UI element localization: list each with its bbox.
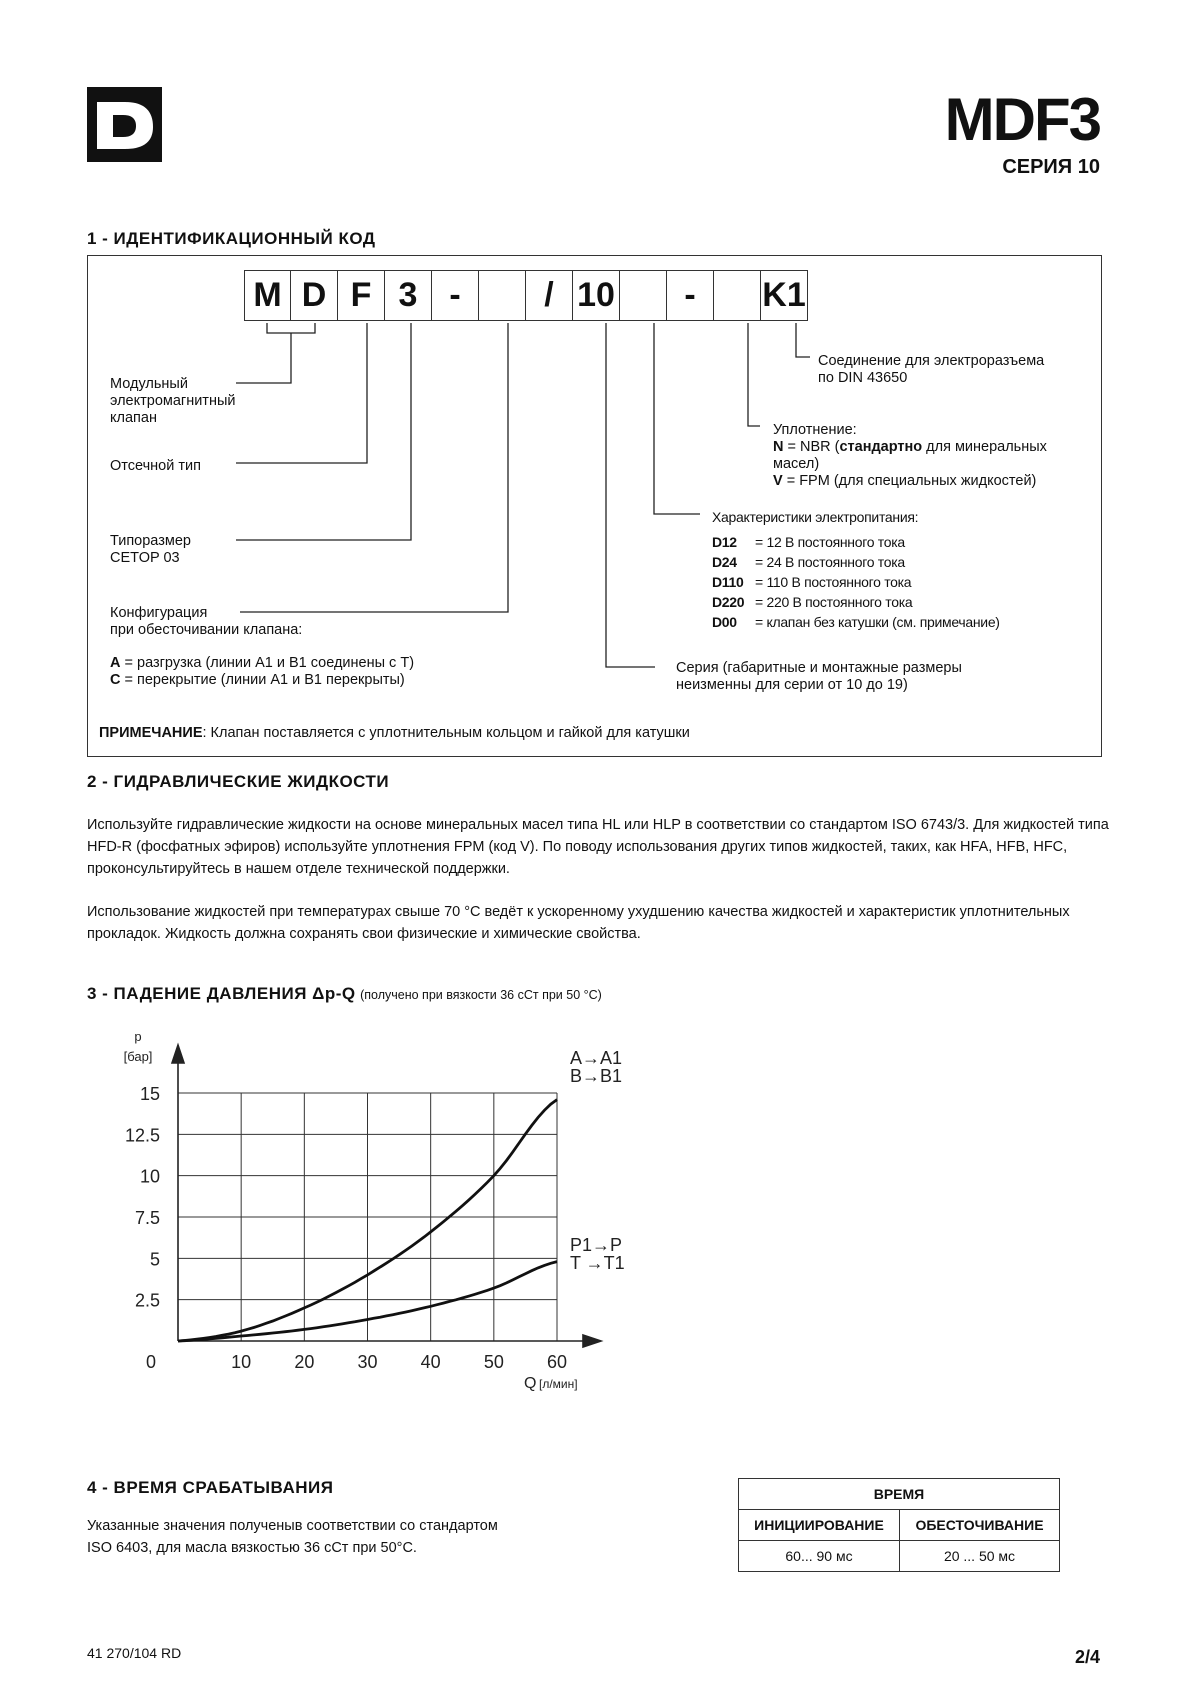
label-size: Типоразмер CETOP 03 [110,533,191,566]
label-connector: Соединение для электроразъема по DIN 43650 [818,353,1045,386]
model-title: MDF3 [944,86,1100,153]
label-cutoff: Отсечной тип [110,458,201,474]
table-header: ВРЕМЯ [739,1479,1060,1510]
series-line [178,1262,557,1341]
x-tick-label: 20 [294,1352,315,1372]
power-list [712,532,1000,632]
col-energizing: ИНИЦИИРОВАНИЕ [739,1510,900,1541]
series-line [178,1100,557,1341]
power-row [712,552,1000,572]
fluids-paragraph-1: Используйте гидравлические жидкости на основе минеральных масел типа HL или HLP в соответствии со стандартом ISO 6743/3. Для жидкостей типа HFD-R (фосфатных эфиров) используйте уплотнения FPM (код V). По поводу использования других типов жидкостей, таких, как HFA, HFB, HFC, проконсультируйтесь в нашем отделе технической поддержки. [87,817,1109,877]
x-axis-label-unit: [л/мин] [539,1377,578,1391]
note: ПРИМЕЧАНИЕ: Клапан поставляется с уплотнительным кольцом и гайкой для катушки [99,725,690,741]
code-cell: K1 [761,270,808,321]
code-cell: 10 [573,270,620,321]
label-modular: Модульный электромагнитный клапан [110,376,236,426]
y-tick-label: 5 [149,1249,160,1270]
power-text: = 220 В постоянного тока [755,594,913,610]
section2-title: 2 - ГИДРАВЛИЧЕСКИЕ ЖИДКОСТИ [87,772,390,791]
y-tick-label: 7.5 [134,1208,160,1228]
power-code: D12 [712,534,737,550]
series-label: P1→P [570,1235,623,1255]
section1-title: 1 - ИДЕНТИФИКАЦИОННЫЙ КОД [87,229,376,248]
series-label: A→A1 [570,1048,623,1068]
x-tick-label: 50 [483,1352,504,1372]
label-config: Конфигурация при обесточивании клапана: [110,605,303,638]
section3-title: 3 - ПАДЕНИЕ ДАВЛЕНИЯ Δp-Q (получено при вязкости 36 cСт при 50 °C) [87,984,602,1003]
x-tick-label: 30 [357,1352,378,1372]
code-cell: 3 [385,270,432,321]
code-cell: F [338,270,385,321]
power-code: D220 [712,594,745,610]
y-axis-label-unit: [бар] [123,1049,153,1064]
x-tick-label: 0 [145,1352,157,1372]
fluids-paragraph-2: Использование жидкостей при температурах свыше 70 °C ведёт к ускоренному ухудшению качества жидкостей и характеристик уплотнительных прокладок. Жидкость должна сохранять свои физические и химические свойства. [87,904,1070,942]
power-text: = 24 В постоянного тока [755,554,905,570]
page-number: 2/4 [1074,1647,1100,1667]
power-row [712,592,1000,612]
value-deenergizing: 20 ... 50 мс [900,1541,1060,1572]
label-seal: Уплотнение: N = NBR (стандартно для минеральных масел) V = FPM (для специальных жидкостей) [773,422,1047,489]
y-tick-label: 10 [139,1166,160,1187]
code-cell: / [526,270,573,321]
code-cell: M [244,270,291,321]
col-deenergizing: ОБЕСТОЧИВАНИЕ [900,1510,1060,1541]
power-text: = 110 В постоянного тока [755,574,912,590]
power-row [712,572,1000,592]
y-axis-arrow [172,1045,184,1063]
series-subtitle: СЕРИЯ 10 [1002,156,1100,178]
power-text: = клапан без катушки (см. примечание) [755,614,1000,630]
power-code: D110 [712,574,744,590]
x-axis-arrow [583,1335,601,1347]
x-tick-label: 60 [546,1352,568,1372]
label-power-title: Характеристики электропитания: [712,509,919,525]
value-energizing: 60... 90 мс [739,1541,900,1572]
series-label: T →T1 [570,1253,625,1273]
x-tick-label: 10 [231,1352,252,1372]
response-time-table [738,1478,1060,1572]
x-axis-label: Q [524,1375,537,1392]
document-code: 41 270/104 RD [87,1645,182,1661]
y-tick-label: 2.5 [134,1290,160,1311]
power-code: D00 [712,614,737,630]
power-row [712,612,1000,632]
response-time-text: Указанные значения полученыв соответствии со стандартом ISO 6403, для масла вязкостью 36 cСт при 50°C. [87,1518,498,1556]
y-tick-label: 12.5 [124,1125,160,1146]
code-cell: D [291,270,338,321]
y-tick-label: 15 [139,1084,160,1104]
power-code: D24 [712,554,737,570]
series-label: B→B1 [570,1066,623,1086]
y-axis-label: p [134,1029,142,1044]
label-config-options: A = разгрузка (линии A1 и B1 соединены с T) C = перекрытие (линии A1 и B1 перекрыты) [110,655,415,688]
power-text: = 12 В постоянного тока [755,534,905,550]
section4-title: 4 - ВРЕМЯ СРАБАТЫВАНИЯ [87,1478,334,1497]
label-series: Серия (габаритные и монтажные размеры неизменны для серии от 10 до 19) [676,660,962,693]
power-row [712,532,1000,552]
code-cell: - [667,270,714,321]
code-cell: - [432,270,479,321]
x-tick-label: 40 [420,1352,441,1372]
